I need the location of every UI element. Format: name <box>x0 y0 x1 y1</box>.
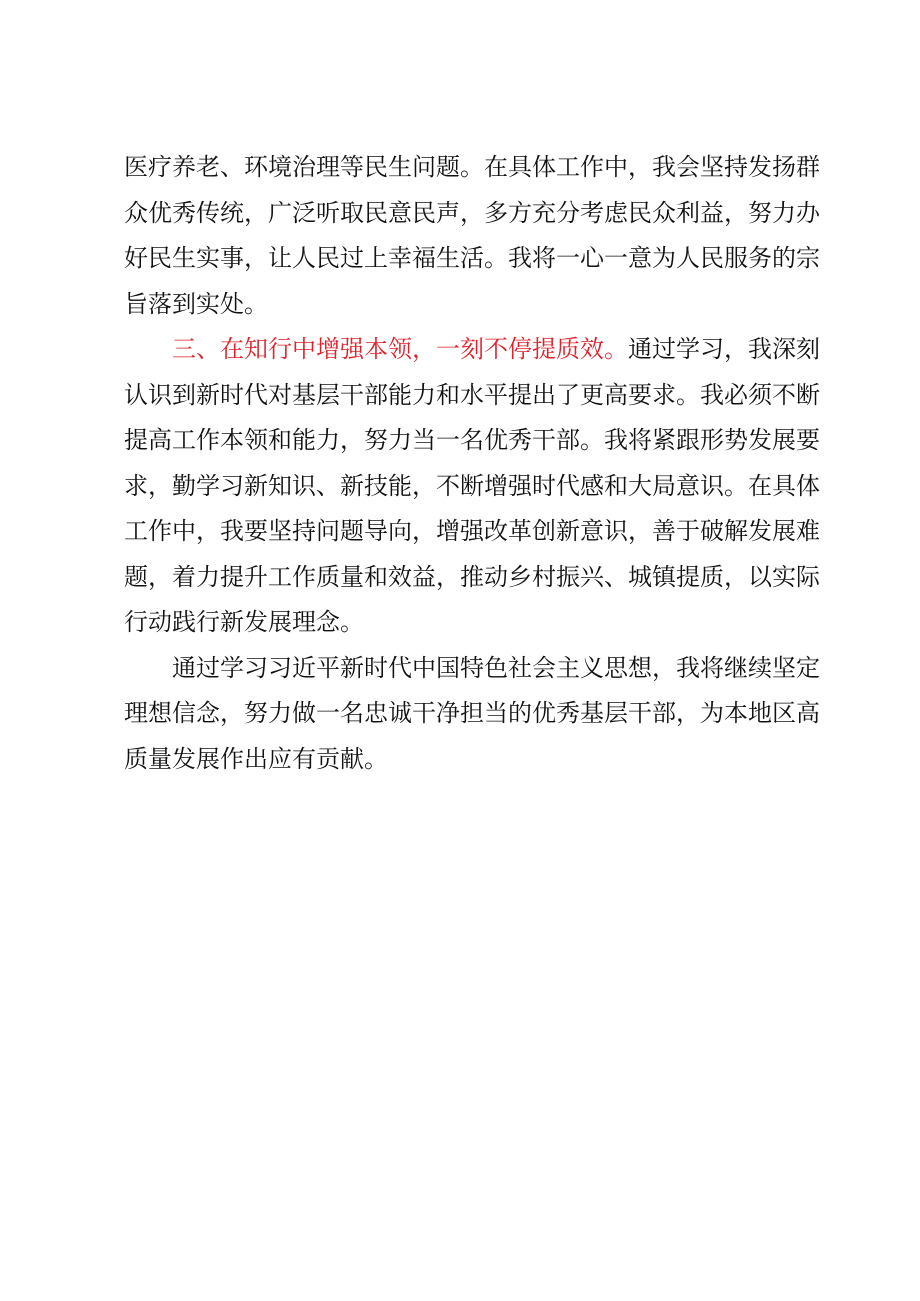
paragraph-2-text: 通过学习，我深刻认识到新时代对基层干部能力和水平提出了更高要求。我必须不断提高工作本领和能力，努力当一名优秀干部。我将紧跟形势发展要求，勤学习新知识、新技能，不断增强时代感和大局意识。在具体工作中，我要坚持问题导向，增强改革创新意识，善于破解发展难题，着力提升工作质量和效益，推动乡村振兴、城镇提质，以实际行动践行新发展理念。 <box>124 335 820 636</box>
paragraph-1 <box>124 145 820 327</box>
section-heading-3: 三、在知行中增强本领，一刻不停提质效。 <box>172 335 628 363</box>
paragraph-3 <box>124 646 820 783</box>
paragraph-2 <box>124 327 820 646</box>
paragraph-3-text: 通过学习习近平新时代中国特色社会主义思想，我将继续坚定理想信念，努力做一名忠诚干净担当的优秀基层干部，为本地区高质量发展作出应有贡献。 <box>124 653 820 773</box>
document-body <box>124 145 820 782</box>
paragraph-1-text: 医疗养老、环境治理等民生问题。在具体工作中，我会坚持发扬群众优秀传统，广泛听取民意民声，多方充分考虑民众利益，努力办好民生实事，让人民过上幸福生活。我将一心一意为人民服务的宗旨落到实处。 <box>124 153 820 318</box>
